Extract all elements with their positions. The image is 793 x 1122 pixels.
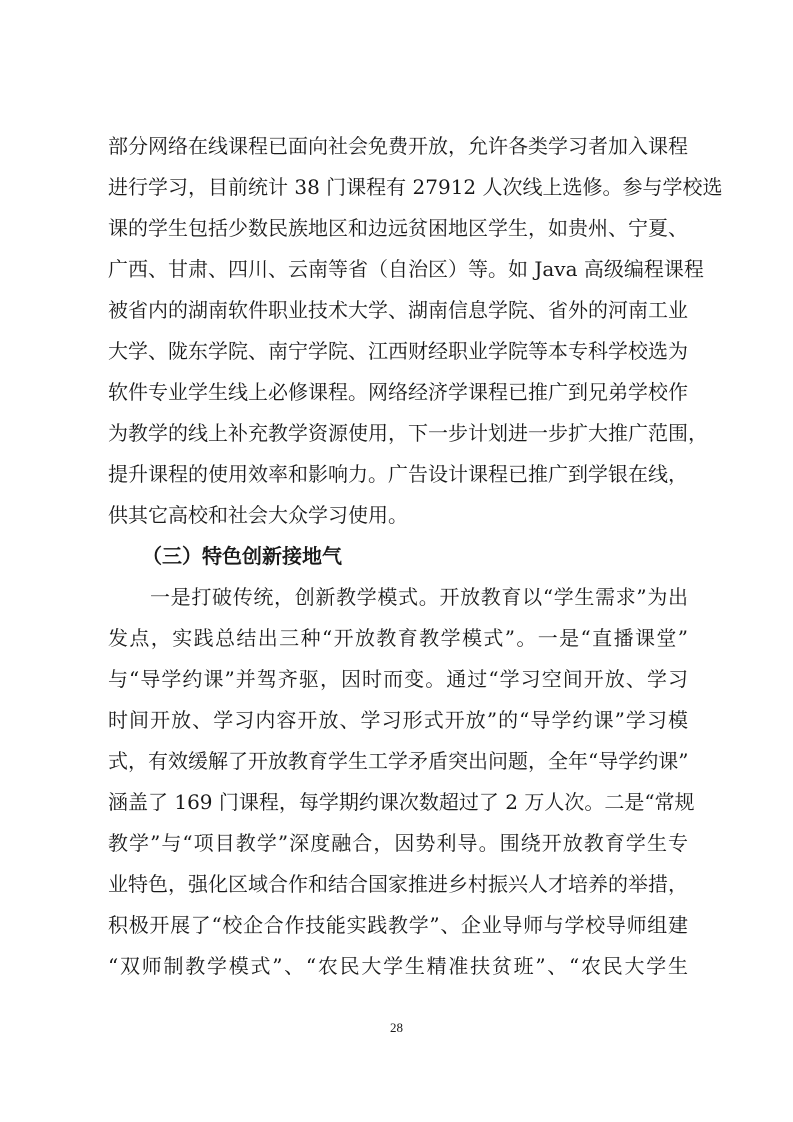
text-line: 涵盖了 169 门课程，每学期约课次数超过了 2 万人次。二是“常规 xyxy=(108,790,695,814)
text-line: 广西、甘肃、四川、云南等省（自治区）等。如 Java 高级编程课程 xyxy=(108,257,704,281)
text-line: 为教学的线上补充教学资源使用，下一步计划进一步扩大推广范围， xyxy=(108,421,708,445)
text-line: 与“导学约课”并驾齐驱，因时而变。通过“学习空间开放、学习 xyxy=(108,667,688,691)
text-line: 教学”与“项目教学”深度融合，因势利导。围绕开放教育学生专 xyxy=(108,831,688,855)
text-line: 课的学生包括少数民族地区和边远贫困地区学生，如贵州、宁夏、 xyxy=(108,216,688,240)
text-line: 部分网络在线课程已面向社会免费开放，允许各类学习者加入课程 xyxy=(108,134,688,158)
text-line: 软件专业学生线上必修课程。网络经济学课程已推广到兄弟学校作 xyxy=(108,380,688,404)
text-line: 进行学习，目前统计 38 门课程有 27912 人次线上选修。参与学校选 xyxy=(108,175,723,199)
page-number: 28 xyxy=(390,1020,403,1035)
text-line: 积极开展了“校企合作技能实践教学”、企业导师与学校导师组建 xyxy=(108,913,688,937)
text-line: 时间开放、学习内容开放、学习形式开放”的“导学约课”学习模 xyxy=(108,708,688,732)
text-line: 业特色，强化区域合作和结合国家推进乡村振兴人才培养的举措， xyxy=(108,872,688,896)
text-line: 提升课程的使用效率和影响力。广告设计课程已推广到学银在线， xyxy=(108,462,688,486)
text-line: 被省内的湖南软件职业技术大学、湖南信息学院、省外的河南工业 xyxy=(108,298,688,322)
section-heading: （三）特色创新接地气 xyxy=(142,544,342,568)
text-line: “双师制教学模式”、“农民大学生精准扶贫班”、“农民大学生 xyxy=(108,954,688,978)
text-line: 发点，实践总结出三种“开放教育教学模式”。一是“直播课堂” xyxy=(108,626,688,650)
text-line: 供其它高校和社会大众学习使用。 xyxy=(108,503,408,527)
text-line: 一是打破传统，创新教学模式。开放教育以“学生需求”为出 xyxy=(150,585,688,609)
text-line: 式，有效缓解了开放教育学生工学矛盾突出问题，全年“导学约课” xyxy=(108,749,689,773)
text-line: 大学、陇东学院、南宁学院、江西财经职业学院等本专科学校选为 xyxy=(108,339,688,363)
